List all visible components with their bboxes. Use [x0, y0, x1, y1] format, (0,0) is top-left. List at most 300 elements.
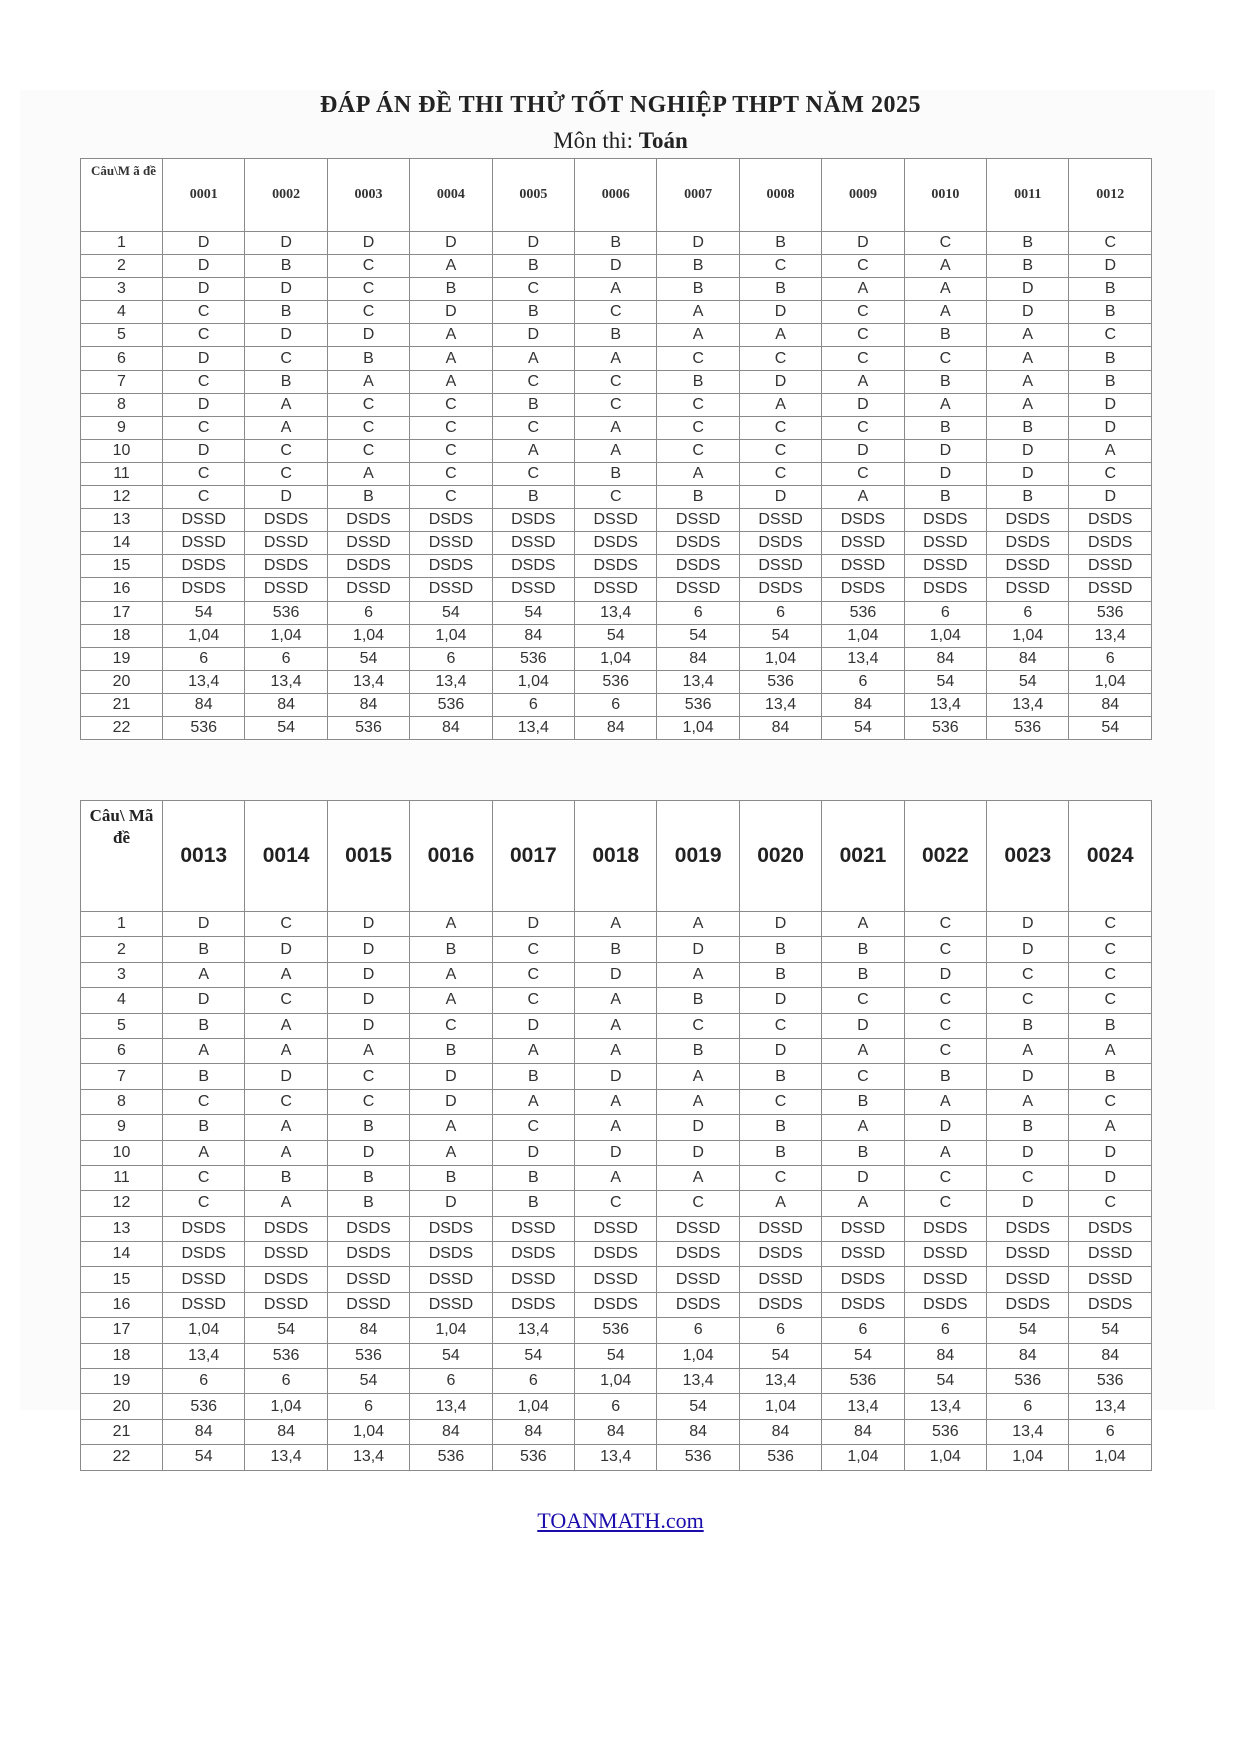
answer-cell: 13,4 [657, 1369, 739, 1394]
table-header-row [81, 159, 1152, 232]
answer-cell: DSDS [245, 509, 327, 532]
answer-cell: B [657, 988, 739, 1013]
table-row [81, 532, 1152, 555]
answer-cell: C [575, 370, 657, 393]
answer-cell: B [1069, 1013, 1152, 1038]
answer-cell: DSDS [575, 1292, 657, 1317]
answer-cell: D [163, 439, 245, 462]
answer-cell: B [245, 1165, 327, 1190]
answer-cell: C [163, 1089, 245, 1114]
answer-cell: DSSD [987, 1267, 1069, 1292]
answer-cell: 54 [987, 670, 1069, 693]
answer-cell: D [987, 912, 1069, 937]
table-header-row [81, 801, 1152, 912]
answer-cell: 84 [245, 693, 327, 716]
answer-cell: 6 [327, 1394, 409, 1419]
question-number-cell: 14 [81, 1242, 163, 1267]
answer-cell: C [904, 347, 986, 370]
exam-code-header: 0005 [492, 159, 574, 232]
answer-cell: DSDS [739, 532, 821, 555]
question-number-cell: 3 [81, 962, 163, 987]
answer-cell: DSSD [822, 532, 904, 555]
answer-cell: C [1069, 324, 1152, 347]
exam-code-header: 0017 [492, 801, 574, 912]
question-number-cell: 5 [81, 1013, 163, 1038]
question-number-cell: 2 [81, 937, 163, 962]
answer-cell: D [327, 988, 409, 1013]
answer-cell: D [163, 393, 245, 416]
answer-cell: C [327, 416, 409, 439]
table-row [81, 278, 1152, 301]
answer-cell: C [163, 301, 245, 324]
answer-cell: C [163, 1165, 245, 1190]
answer-cell: B [904, 324, 986, 347]
table-row [81, 1216, 1152, 1241]
answer-cell: DSDS [1069, 532, 1152, 555]
table-row [81, 1242, 1152, 1267]
answer-cell: B [657, 1038, 739, 1063]
table-row [81, 1064, 1152, 1089]
answer-cell: 6 [987, 601, 1069, 624]
answer-cell: 536 [327, 1343, 409, 1368]
answer-cell: D [245, 1064, 327, 1089]
answer-cell: A [739, 324, 821, 347]
answer-cell: B [822, 962, 904, 987]
answer-cell: 6 [163, 647, 245, 670]
answer-cell: 13,4 [163, 1343, 245, 1368]
answer-cell: D [739, 912, 821, 937]
answer-cell: 6 [987, 1394, 1069, 1419]
answer-cell: DSSD [904, 555, 986, 578]
answer-cell: 13,4 [904, 693, 986, 716]
table-row [81, 1013, 1152, 1038]
answer-cell: 84 [1069, 1343, 1152, 1368]
answer-cell: DSDS [410, 1242, 492, 1267]
answer-cell: DSSD [1069, 1267, 1152, 1292]
answer-cell: DSSD [575, 1216, 657, 1241]
answer-cell: B [904, 416, 986, 439]
answer-cell: 13,4 [327, 670, 409, 693]
answer-cell: D [410, 232, 492, 255]
table-row [81, 255, 1152, 278]
answer-cell: A [822, 912, 904, 937]
answer-cell: DSSD [1069, 578, 1152, 601]
answer-cell: D [987, 439, 1069, 462]
answer-cell: 54 [492, 1343, 574, 1368]
question-number-cell: 16 [81, 1292, 163, 1317]
exam-code-header: 0002 [245, 159, 327, 232]
answer-cell: C [163, 462, 245, 485]
table-row [81, 1038, 1152, 1063]
answer-cell: C [410, 416, 492, 439]
exam-code-header: 0008 [739, 159, 821, 232]
answer-cell: DSDS [904, 1216, 986, 1241]
answer-cell: C [163, 486, 245, 509]
answer-cell: A [822, 486, 904, 509]
answer-cell: D [739, 1038, 821, 1063]
answer-cell: D [327, 324, 409, 347]
answer-cell: D [987, 462, 1069, 485]
answer-cell: 13,4 [492, 1318, 574, 1343]
question-number-cell: 9 [81, 416, 163, 439]
exam-code-header: 0004 [410, 159, 492, 232]
answer-cell: B [822, 1140, 904, 1165]
answer-cell: B [575, 324, 657, 347]
answer-cell: A [410, 912, 492, 937]
answer-cell: D [245, 324, 327, 347]
table-row [81, 347, 1152, 370]
answer-cell: A [410, 988, 492, 1013]
answer-cell: 13,4 [1069, 1394, 1152, 1419]
exam-code-header: 0006 [575, 159, 657, 232]
answer-cell: 536 [822, 601, 904, 624]
answer-cell: DSSD [410, 532, 492, 555]
answer-cell: DSDS [987, 1216, 1069, 1241]
answer-cell: C [987, 1165, 1069, 1190]
answer-cell: C [904, 937, 986, 962]
answer-cell: 536 [575, 1318, 657, 1343]
answer-cell: DSDS [492, 1242, 574, 1267]
answer-cell: B [410, 937, 492, 962]
answer-cell: D [987, 278, 1069, 301]
table-row [81, 937, 1152, 962]
subject-line [0, 128, 1241, 154]
answer-cell: D [904, 462, 986, 485]
answer-cell: A [163, 1140, 245, 1165]
answer-cell: B [327, 1165, 409, 1190]
answer-cell: A [657, 1165, 739, 1190]
answer-cell: 84 [822, 1419, 904, 1444]
answer-cell: DSSD [987, 578, 1069, 601]
answer-cell: DSDS [245, 555, 327, 578]
answer-cell: DSSD [492, 1216, 574, 1241]
answer-cell: C [657, 347, 739, 370]
answer-cell: B [492, 1064, 574, 1089]
answer-cell: A [904, 1089, 986, 1114]
answer-cell: A [492, 1089, 574, 1114]
answer-cell: C [327, 301, 409, 324]
answer-cell: C [904, 1013, 986, 1038]
answer-cell: DSDS [410, 509, 492, 532]
question-number-cell: 3 [81, 278, 163, 301]
answer-cell: 13,4 [987, 1419, 1069, 1444]
answer-cell: A [1069, 1038, 1152, 1063]
answer-cell: A [410, 347, 492, 370]
answer-cell: B [410, 1165, 492, 1190]
answer-cell: C [327, 393, 409, 416]
answer-cell: B [739, 232, 821, 255]
answer-cell: 536 [163, 716, 245, 739]
answer-cell: 536 [245, 601, 327, 624]
question-number-cell: 15 [81, 555, 163, 578]
question-number-cell: 12 [81, 1191, 163, 1216]
exam-code-header: 0021 [822, 801, 904, 912]
footer-link[interactable]: TOANMATH.com [537, 1508, 704, 1533]
answer-cell: DSDS [904, 578, 986, 601]
answer-cell: C [739, 462, 821, 485]
answer-cell: C [822, 988, 904, 1013]
answer-cell: 13,4 [327, 1445, 409, 1470]
answer-cell: A [575, 1089, 657, 1114]
answer-cell: D [657, 937, 739, 962]
answer-cell: D [739, 486, 821, 509]
answer-cell: A [1069, 1115, 1152, 1140]
answer-key-table-2 [80, 800, 1152, 1471]
answer-cell: C [822, 1064, 904, 1089]
answer-cell: C [492, 937, 574, 962]
answer-cell: A [822, 1038, 904, 1063]
answer-cell: D [822, 1013, 904, 1038]
exam-code-header: 0024 [1069, 801, 1152, 912]
answer-cell: 13,4 [575, 1445, 657, 1470]
answer-cell: DSSD [575, 509, 657, 532]
answer-cell: 536 [657, 1445, 739, 1470]
answer-cell: B [163, 1013, 245, 1038]
exam-code-header: 0014 [245, 801, 327, 912]
exam-code-header: 0022 [904, 801, 986, 912]
question-number-cell: 1 [81, 912, 163, 937]
answer-cell: D [987, 301, 1069, 324]
answer-cell: D [163, 278, 245, 301]
answer-cell: A [575, 278, 657, 301]
answer-cell: 13,4 [245, 670, 327, 693]
answer-cell: C [904, 912, 986, 937]
answer-cell: A [245, 416, 327, 439]
answer-cell: C [492, 278, 574, 301]
answer-cell: C [575, 486, 657, 509]
table-row [81, 1369, 1152, 1394]
question-number-cell: 21 [81, 693, 163, 716]
answer-cell: B [822, 1089, 904, 1114]
answer-cell: C [657, 1013, 739, 1038]
answer-cell: 6 [739, 601, 821, 624]
question-number-cell: 11 [81, 462, 163, 485]
answer-cell: A [575, 988, 657, 1013]
answer-cell: 84 [163, 693, 245, 716]
answer-cell: A [822, 1191, 904, 1216]
answer-cell: D [327, 962, 409, 987]
answer-cell: 6 [163, 1369, 245, 1394]
answer-cell: A [575, 347, 657, 370]
answer-cell: 536 [327, 716, 409, 739]
answer-cell: 13,4 [987, 693, 1069, 716]
answer-cell: A [492, 1038, 574, 1063]
answer-cell: 6 [245, 1369, 327, 1394]
table-row [81, 1089, 1152, 1114]
answer-cell: 13,4 [822, 1394, 904, 1419]
answer-cell: 1,04 [987, 1445, 1069, 1470]
answer-cell: 13,4 [492, 716, 574, 739]
answer-cell: B [904, 486, 986, 509]
answer-cell: 6 [245, 647, 327, 670]
exam-code-header: 0012 [1069, 159, 1152, 232]
table-row [81, 486, 1152, 509]
question-number-cell: 18 [81, 1343, 163, 1368]
question-number-cell: 6 [81, 347, 163, 370]
table-row [81, 601, 1152, 624]
answer-cell: 54 [410, 601, 492, 624]
answer-cell: A [245, 1191, 327, 1216]
answer-cell: C [575, 1191, 657, 1216]
answer-cell: A [987, 347, 1069, 370]
question-number-cell: 9 [81, 1115, 163, 1140]
exam-code-header: 0003 [327, 159, 409, 232]
answer-cell: 84 [822, 693, 904, 716]
question-number-cell: 4 [81, 988, 163, 1013]
answer-cell: B [987, 1115, 1069, 1140]
answer-cell: 13,4 [1069, 624, 1152, 647]
answer-cell: DSDS [245, 1216, 327, 1241]
answer-cell: A [163, 962, 245, 987]
answer-cell: B [492, 255, 574, 278]
question-number-cell: 1 [81, 232, 163, 255]
answer-cell: 536 [410, 693, 492, 716]
question-number-cell: 7 [81, 370, 163, 393]
answer-cell: DSDS [657, 532, 739, 555]
answer-cell: C [657, 439, 739, 462]
answer-cell: DSSD [575, 578, 657, 601]
answer-cell: A [245, 962, 327, 987]
question-number-cell: 8 [81, 393, 163, 416]
table-row [81, 393, 1152, 416]
answer-cell: 54 [1069, 1318, 1152, 1343]
answer-cell: D [163, 232, 245, 255]
answer-cell: B [410, 278, 492, 301]
answer-cell: B [657, 486, 739, 509]
answer-cell: 536 [1069, 601, 1152, 624]
exam-code-header: 0018 [575, 801, 657, 912]
table-row [81, 1267, 1152, 1292]
answer-cell: A [410, 962, 492, 987]
table-row [81, 988, 1152, 1013]
answer-cell: DSSD [327, 1292, 409, 1317]
answer-cell: 536 [987, 716, 1069, 739]
answer-cell: A [410, 370, 492, 393]
exam-code-header: 0016 [410, 801, 492, 912]
answer-cell: D [904, 962, 986, 987]
answer-cell: D [410, 1191, 492, 1216]
answer-cell: D [1069, 486, 1152, 509]
question-number-cell: 10 [81, 439, 163, 462]
question-number-cell: 5 [81, 324, 163, 347]
answer-cell: C [575, 393, 657, 416]
answer-cell: 1,04 [739, 1394, 821, 1419]
answer-cell: A [657, 301, 739, 324]
exam-code-header: 0015 [327, 801, 409, 912]
answer-cell: B [739, 278, 821, 301]
answer-cell: C [904, 988, 986, 1013]
answer-cell: D [245, 232, 327, 255]
table-row [81, 670, 1152, 693]
question-number-cell: 16 [81, 578, 163, 601]
answer-cell: D [1069, 255, 1152, 278]
answer-cell: DSDS [822, 578, 904, 601]
answer-cell: B [904, 1064, 986, 1089]
answer-cell: DSSD [904, 532, 986, 555]
answer-cell: 54 [327, 1369, 409, 1394]
answer-cell: B [987, 1013, 1069, 1038]
answer-cell: DSSD [163, 532, 245, 555]
answer-cell: DSDS [822, 1292, 904, 1317]
answer-cell: 536 [739, 1445, 821, 1470]
answer-cell: 1,04 [987, 624, 1069, 647]
answer-cell: C [245, 439, 327, 462]
answer-cell: DSDS [739, 578, 821, 601]
question-number-cell: 19 [81, 1369, 163, 1394]
answer-cell: DSSD [245, 1242, 327, 1267]
answer-cell: DSDS [575, 1242, 657, 1267]
answer-cell: A [657, 1064, 739, 1089]
answer-cell: A [904, 278, 986, 301]
answer-cell: DSSD [327, 578, 409, 601]
answer-cell: C [245, 347, 327, 370]
answer-cell: DSDS [657, 1242, 739, 1267]
question-number-cell: 13 [81, 509, 163, 532]
answer-cell: 1,04 [822, 1445, 904, 1470]
answer-cell: B [327, 347, 409, 370]
table-row [81, 1394, 1152, 1419]
answer-cell: D [657, 232, 739, 255]
answer-cell: DSDS [575, 555, 657, 578]
answer-cell: A [492, 439, 574, 462]
answer-cell: C [1069, 988, 1152, 1013]
answer-cell: C [492, 462, 574, 485]
answer-cell: A [327, 370, 409, 393]
answer-cell: DSDS [987, 509, 1069, 532]
table-row [81, 912, 1152, 937]
table-row [81, 1191, 1152, 1216]
answer-cell: DSSD [822, 1242, 904, 1267]
answer-cell: A [657, 462, 739, 485]
answer-cell: A [410, 324, 492, 347]
answer-cell: A [327, 462, 409, 485]
answer-cell: A [657, 912, 739, 937]
table-row [81, 1419, 1152, 1444]
answer-cell: 13,4 [410, 670, 492, 693]
answer-cell: DSSD [987, 1242, 1069, 1267]
answer-cell: 6 [327, 601, 409, 624]
answer-cell: 536 [904, 1419, 986, 1444]
table-row [81, 1292, 1152, 1317]
answer-cell: A [245, 1038, 327, 1063]
answer-cell: 536 [410, 1445, 492, 1470]
answer-cell: A [410, 1115, 492, 1140]
answer-cell: D [163, 255, 245, 278]
answer-cell: A [245, 393, 327, 416]
answer-cell: D [327, 232, 409, 255]
answer-cell: 84 [657, 647, 739, 670]
answer-cell: DSSD [163, 1292, 245, 1317]
answer-cell: 84 [904, 1343, 986, 1368]
answer-cell: D [987, 1191, 1069, 1216]
answer-cell: DSDS [1069, 509, 1152, 532]
answer-cell: B [1069, 301, 1152, 324]
answer-cell: 84 [492, 1419, 574, 1444]
answer-cell: D [492, 324, 574, 347]
question-number-cell: 8 [81, 1089, 163, 1114]
table-row [81, 962, 1152, 987]
answer-cell: 84 [1069, 693, 1152, 716]
answer-cell: DSDS [575, 532, 657, 555]
answer-cell: DSSD [1069, 555, 1152, 578]
answer-cell: 54 [987, 1318, 1069, 1343]
answer-cell: 6 [575, 693, 657, 716]
answer-cell: C [904, 1165, 986, 1190]
answer-cell: B [904, 370, 986, 393]
table-row [81, 1165, 1152, 1190]
answer-cell: C [739, 416, 821, 439]
exam-code-header: 0019 [657, 801, 739, 912]
